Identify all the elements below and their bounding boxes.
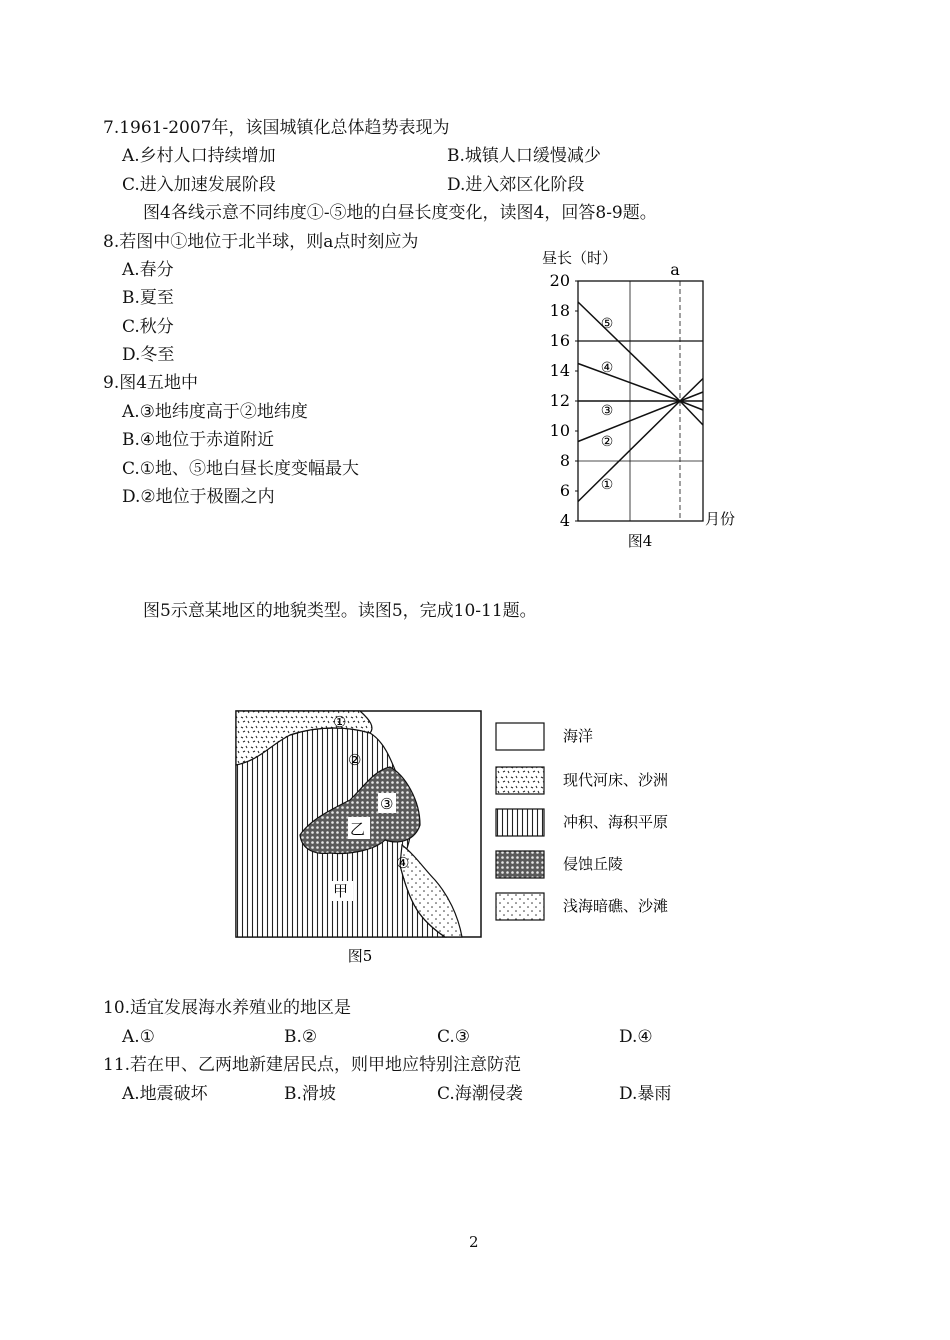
fig5-caption: 图5	[347, 947, 373, 965]
q7-stem: 7.1961-2007年，该国城镇化总体趋势表现为	[103, 118, 450, 138]
q9-stem: 9.图4五地中	[103, 373, 199, 393]
fig4-series-label-4: ④	[600, 360, 614, 377]
fig4-y-axis-label: 昼长（时）	[542, 249, 618, 267]
region-label-yi: 乙	[350, 820, 366, 838]
page-number: 2	[469, 1233, 479, 1251]
q11-option-b: B.滑坡	[284, 1084, 336, 1104]
q9-option-a: A.③地纬度高于②地纬度	[122, 402, 308, 422]
legend-swatch-reef	[496, 893, 544, 920]
region-label-1: ①	[333, 713, 347, 731]
fig4-ytick-label: 4	[559, 511, 570, 530]
q11-option-c: C.海潮侵袭	[437, 1084, 523, 1104]
fig5-intro: 图5示意某地区的地貌类型。读图5，完成10-11题。	[143, 601, 537, 621]
fig4-ytick-label: 14	[549, 361, 570, 380]
fig4-series-line-1	[578, 379, 703, 502]
q11-option-a: A.地震破坏	[122, 1084, 208, 1104]
q10-option-a: A.①	[122, 1027, 155, 1047]
q10-stem: 10.适宜发展海水养殖业的地区是	[103, 998, 352, 1018]
q8-option-d: D.冬至	[122, 345, 175, 365]
q10-option-d: D.④	[619, 1027, 653, 1047]
q11-option-d: D.暴雨	[619, 1084, 672, 1104]
fig4-caption: 图4	[627, 532, 653, 550]
q7-option-d: D.进入郊区化阶段	[447, 175, 585, 195]
q9-option-d: D.②地位于极圈之内	[122, 487, 275, 507]
q8-option-c: C.秋分	[122, 317, 174, 337]
q10-option-b: B.②	[284, 1027, 318, 1047]
fig4-series-label-2: ②	[600, 433, 614, 450]
fig4-ytick-label: 12	[549, 391, 570, 410]
fig4-series-label-1: ①	[600, 476, 614, 493]
fig4-series-line-4	[578, 364, 703, 411]
fig4-ytick-label: 16	[549, 331, 570, 350]
q8-stem: 8.若图中①地位于北半球，则a点时刻应为	[103, 232, 419, 252]
q10-option-c: C.③	[437, 1027, 471, 1047]
legend-label-sea: 海洋	[563, 727, 594, 745]
legend-swatch-sea	[496, 723, 544, 750]
legend-swatch-plain	[496, 809, 544, 836]
legend-swatch-riverbed	[496, 767, 544, 794]
q7-option-a: A.乡村人口持续增加	[122, 146, 276, 166]
fig4-series-line-2	[578, 392, 703, 442]
fig4-ytick-label: 10	[549, 421, 570, 440]
q9-option-b: B.④地位于赤道附近	[122, 430, 275, 450]
fig4-x-axis-label: 月份	[705, 510, 736, 528]
fig4-series-label-5: ⑤	[600, 316, 614, 333]
fig4-ytick-label: 8	[559, 451, 570, 470]
region-label-jia: 甲	[333, 882, 349, 900]
q7-option-b: B.城镇人口缓慢减少	[447, 146, 601, 166]
q8-option-b: B.夏至	[122, 288, 174, 308]
q8-option-a: A.春分	[122, 260, 174, 280]
region-label-3: ③	[380, 795, 394, 813]
region-label-2: ②	[348, 751, 362, 769]
q7-option-c: C.进入加速发展阶段	[122, 175, 276, 195]
legend-label-hill: 侵蚀丘陵	[563, 855, 624, 873]
q9-option-c: C.①地、⑤地白昼长度变幅最大	[122, 459, 360, 479]
legend-label-reef: 浅海暗礁、沙滩	[563, 897, 669, 915]
fig4-intro: 图4各线示意不同纬度①-⑤地的白昼长度变化，读图4，回答8-9题。	[143, 203, 657, 223]
legend-label-riverbed: 现代河床、沙洲	[563, 771, 669, 789]
q11-stem: 11.若在甲、乙两地新建居民点，则甲地应特别注意防范	[103, 1055, 522, 1075]
fig4-ytick-label: 6	[559, 481, 570, 500]
legend-swatch-hill	[496, 851, 544, 878]
fig4-series-label-3: ③	[600, 403, 614, 419]
fig4-a-marker-label: a	[670, 260, 680, 279]
fig4-chart	[530, 245, 770, 555]
region-label-4: ④	[396, 854, 410, 872]
fig4-series-line-5	[578, 302, 703, 425]
legend-label-plain: 冲积、海积平原	[563, 813, 669, 831]
fig4-ytick-label: 20	[549, 271, 570, 290]
fig5-map	[230, 705, 690, 975]
fig4-ytick-label: 18	[549, 301, 570, 320]
